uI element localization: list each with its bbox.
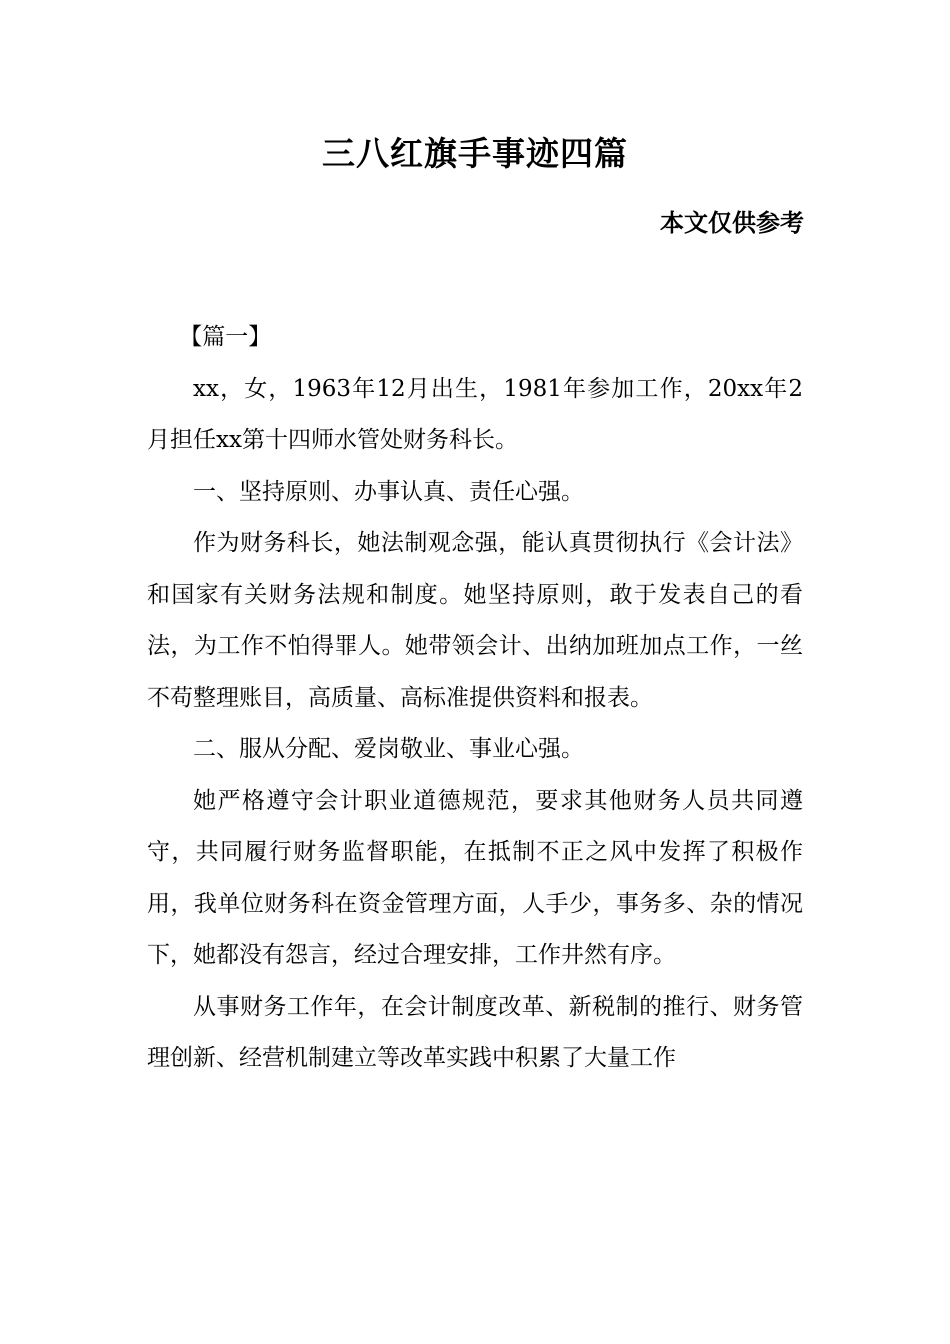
paragraph: 她严格遵守会计职业道德规范，要求其他财务人员共同遵守，共同履行财务监督职能，在抵制不正之风中发挥了积极作用，我单位财务科在资金管理方面，人手少，事务多、杂的情况下，她都没有怨言，经过合理安排，工作井然有序。 xyxy=(147,787,803,968)
paragraph: xx，女，1963年12月出生，1981年参加工作，20xx年2月担任xx第十四师水管处财务科长。 xyxy=(147,375,803,453)
document-body xyxy=(147,312,803,1085)
paragraph: 一、坚持原则、办事认真、责任心强。 xyxy=(193,478,584,505)
paragraph: 二、服从分配、爱岗敬业、事业心强。 xyxy=(193,736,584,762)
paragraph: 从事财务工作年，在会计制度改革、新税制的推行、财务管理创新、经营机制建立等改革实践中积累了大量工作 xyxy=(147,993,803,1071)
reference-note: 本文仅供参考 xyxy=(660,208,804,237)
paragraph: 作为财务科长，她法制观念强，能认真贯彻执行《会计法》和国家有关财务法规和制度。她坚持原则，敢于发表自己的看法，为工作不怕得罪人。她带领会计、出纳加班加点工作，一丝不苟整理账目，高质量、高标准提供资料和报表。 xyxy=(147,530,803,711)
document-title: 三八红旗手事迹四篇 xyxy=(322,134,628,173)
section-heading: 【篇一】 xyxy=(179,324,272,350)
